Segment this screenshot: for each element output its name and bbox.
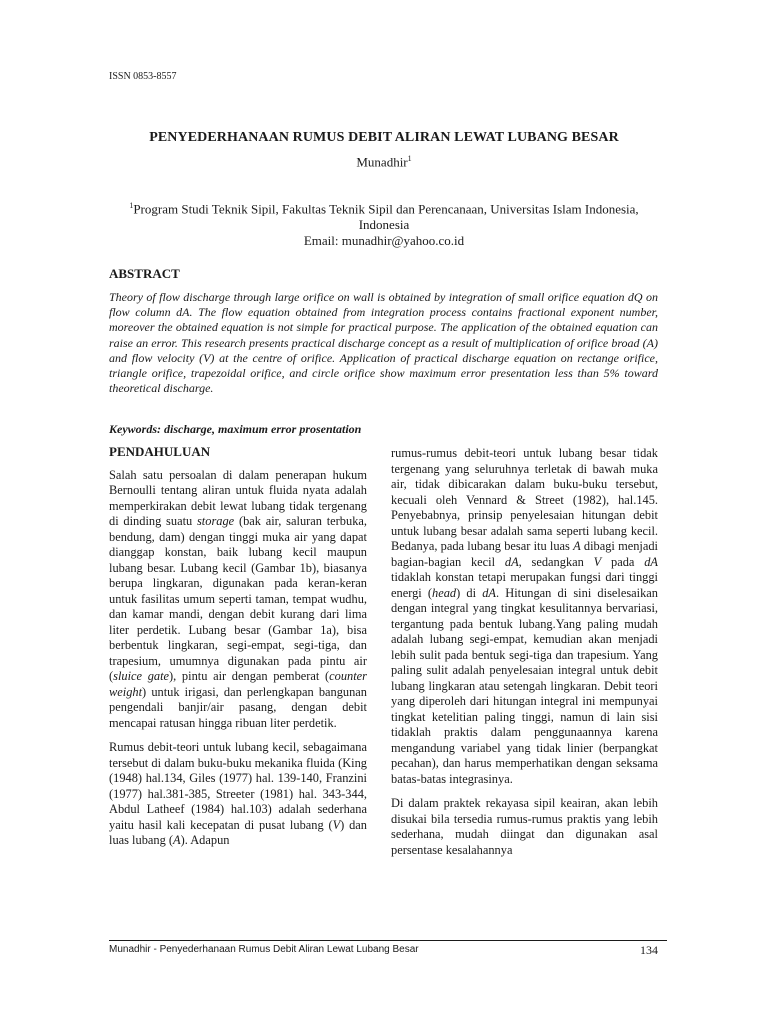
- italic-term: dA: [644, 554, 658, 569]
- abstract-heading: ABSTRACT: [109, 266, 180, 281]
- right-column: [391, 446, 658, 867]
- body-paragraph: [109, 740, 367, 849]
- section-heading-pendahuluan: PENDAHULUAN: [109, 444, 211, 459]
- italic-term: V: [593, 554, 602, 569]
- italic-term: counter weight: [109, 669, 367, 699]
- text-run: ), pintu air dengan pemberat (: [169, 669, 330, 683]
- body-paragraph: [109, 468, 367, 732]
- text-run: ) di: [456, 585, 483, 600]
- italic-term: V: [332, 817, 341, 832]
- text-run: pada: [601, 554, 645, 569]
- author-name: Munadhir: [356, 154, 408, 170]
- italic-term: A: [173, 833, 181, 847]
- footer-running-title: Munadhir - Penyederhanaan Rumus Debit Aliran Lewat Lubang Besar: [109, 944, 419, 955]
- italic-term: dA: [482, 585, 496, 600]
- text-run: ). Adapun: [180, 833, 230, 847]
- keywords-line: Keywords: discharge, maximum error prosentation: [109, 422, 362, 436]
- paper-title: PENYEDERHANAAN RUMUS DEBIT ALIRAN LEWAT LUBANG BESAR: [149, 130, 619, 145]
- text-run: rumus-rumus debit-teori untuk lubang besar tidak tergenang yang seluruhnya terletak di bawah muka air, tidak dibicarakan dalam buku-buku tersebut, kecuali oleh Vennard & Street (1982), hal.145. Penyebabnya, prinsip penyelesaian hitungan debit untuk lubang besar adalah sama seperti lubang kecil. Bedanya, pada lubang besar itu luas: [391, 446, 658, 553]
- affiliation-line: [120, 198, 648, 233]
- text-run: Salah satu persoalan di dalam penerapan hukum Bernoulli tentang aliran untuk fluida nyata adalah memperkirakan debit lewat lubang tidak tergenang di dinding suatu: [109, 467, 367, 528]
- text-run: . Hitungan di sini diselesaikan dengan integral yang tingkat kesulitannya bervariasi, tergantung pada bentuk lubang.Yang paling mudah adalah lubang segi-empat, kemudian akan menjadi lebih sulit pada bentuk segi-tiga dan trapesium. Yang paling sulit adalah penyelesaian integral untuk debit lubang lingkaran atau setengah lingkaran. Debit teori yang diperoleh dari hitungan integral ini mempunyai tingkat ketelitian paling tinggi, namun di lain sisi tidaklah praktis dalam penggunaannya karena mengandung variabel yang tidak linier (berpangkat pecahan), dan harus memperhatikan dengan seksama batas-batas integrasinya.: [391, 585, 658, 786]
- text-run: ) untuk irigasi, dan perlengkapan bangunan pengendali banjir/air pasang, dengan debit mencapai ratusan hingga ribuan liter perdetik.: [109, 684, 367, 730]
- text-run: ) dan luas lubang (: [109, 817, 367, 847]
- footer-divider: [109, 940, 667, 941]
- author-email: Email: munadhir@yahoo.co.id: [303, 233, 465, 249]
- italic-term: dA: [504, 554, 519, 569]
- affiliation-superscript: 1: [129, 201, 134, 210]
- text-run: (bak air, saluran terbuka, bendung, dam) dengan tinggi muka air yang dapat dianggap konstan, baik lubang kecil maupun lubang besar. Lubang kecil (Gambar 1b), biasanya berupa lingkaran, digunakan pada keran-keran untuk fasilitas umum seperti taman, tempat wudhu, dan kamar mandi, dengan debit kurang dari lima liter perdetik. Lubang besar (Gambar 1a), bisa berbentuk lingkaran, segi-empat, segi-tiga, dan trapesium, umumnya digunakan pada pintu air (: [109, 514, 367, 683]
- text-run: dibagi menjadi bagian-bagian kecil: [391, 539, 658, 569]
- text-run: tidaklah konstan tetapi merupakan fungsi dari tinggi energi (: [391, 570, 658, 600]
- issn-label: ISSN 0853-8557: [109, 71, 177, 82]
- italic-term: head: [432, 585, 457, 600]
- author-line: [0, 154, 768, 170]
- page-number: 134: [640, 943, 658, 957]
- text-run: , sedangkan: [518, 554, 594, 569]
- body-paragraph: Di dalam praktek rekayasa sipil keairan, akan lebih disukai bila tersedia rumus-rumus praktis yang lebih sederhana, mudah diingat dan digunakan asal persentase kesalahannya: [391, 796, 658, 857]
- left-column: [109, 444, 367, 858]
- author-superscript: 1: [407, 154, 412, 163]
- body-paragraph: [391, 446, 658, 787]
- affiliation-block: [120, 198, 648, 249]
- text-run: Rumus debit-teori untuk lubang kecil, sebagaimana tersebut di dalam buku-buku mekanika fluida (King (1948) hal.134, Giles (1977) hal. 139-140, Franzini (1977) hal.381-385, Streeter (1981) hal. 343-344, Abdul Latheef (1984) hal.103) adalah sederhana yaitu hasil kali kecepatan di pusat lubang (: [109, 740, 367, 832]
- affiliation-text: Program Studi Teknik Sipil, Fakultas Teknik Sipil dan Perencanaan, Universitas Islam Indonesia, Indonesia: [133, 201, 639, 233]
- italic-term: sluice gate: [113, 669, 170, 683]
- abstract-text: Theory of flow discharge through large orifice on wall is obtained by integration of small orifice equation dQ on flow column dA. The flow equation obtained from integration process contains fractional exponent number, moreover the obtained equation is not simple for practical purpose. The application of the obtained equation can raise an error. This research presents practical discharge concept as a result of multiplication of orifice broad (A) and flow velocity (V) at the centre of orifice. Application of practical discharge equation on rectange orifice, triangle orifice, trapezoidal orifice, and circle orifice show maximum error presentation less than 5% toward theoretical discharge.: [109, 290, 658, 396]
- italic-term: storage: [196, 514, 235, 528]
- italic-term: A: [573, 539, 581, 553]
